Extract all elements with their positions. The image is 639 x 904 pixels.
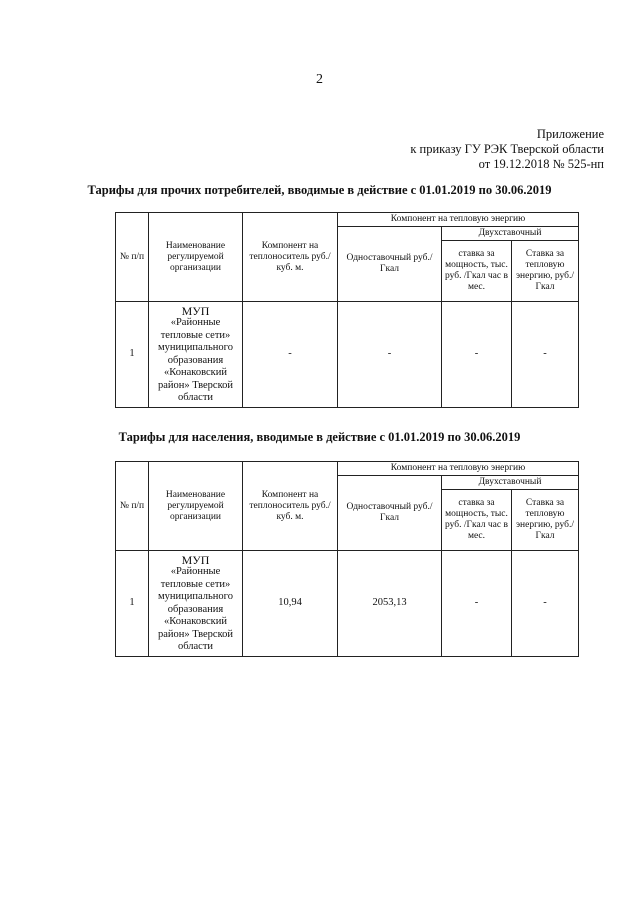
appendix-title: Приложение xyxy=(536,127,604,141)
table-row xyxy=(116,302,579,408)
cell-carrier: 10,94 xyxy=(243,551,338,657)
header-capacity: ставка за мощность, тыс. руб. /Гкал час в мес. xyxy=(442,241,512,302)
cell-single-rate: - xyxy=(338,302,442,408)
cell-num: 1 xyxy=(116,302,149,408)
header-energy-group: Компонент на тепловую энергию xyxy=(338,213,579,227)
header-two-rate-group: Двухставочный xyxy=(442,227,579,241)
cell-capacity: - xyxy=(442,551,512,657)
cell-num: 1 xyxy=(116,551,149,657)
appendix-header xyxy=(410,127,604,172)
cell-single-rate: 2053,13 xyxy=(338,551,442,657)
page-number: 2 xyxy=(316,72,323,87)
cell-org xyxy=(149,551,243,657)
header-energy-rate: Ставка за тепловую энергию, руб./Гкал xyxy=(512,241,579,302)
header-capacity: ставка за мощность, тыс. руб. /Гкал час в мес. xyxy=(442,490,512,551)
header-num: № п/п xyxy=(116,213,149,302)
tariff-table-population xyxy=(115,461,579,657)
org-type: МУП xyxy=(181,552,210,567)
cell-org xyxy=(149,302,243,408)
cell-energy-rate: - xyxy=(512,302,579,408)
cell-energy-rate: - xyxy=(512,551,579,657)
appendix-order-ref: к приказу ГУ РЭК Тверской области xyxy=(410,142,604,156)
table-title-other-consumers: Тарифы для прочих потребителей, вводимые в действие с 01.01.2019 по 30.06.2019 xyxy=(87,183,552,197)
header-carrier: Компонент на теплоноситель руб./куб. м. xyxy=(243,462,338,551)
org-full-name: «Районные тепловые сети» муниципального образования «Конаковский район» Тверской области xyxy=(157,566,234,652)
tariff-table-other-consumers xyxy=(115,212,579,408)
header-single-rate: Одноставочный руб./Гкал xyxy=(338,227,442,302)
cell-capacity: - xyxy=(442,302,512,408)
appendix-order-date: от 19.12.2018 № 525-нп xyxy=(478,157,604,171)
header-org: Наименование регулируемой организации xyxy=(149,213,243,302)
header-org: Наименование регулируемой организации xyxy=(149,462,243,551)
table-title-population: Тарифы для населения, вводимые в действие с 01.01.2019 по 30.06.2019 xyxy=(118,430,521,444)
header-single-rate: Одноставочный руб./Гкал xyxy=(338,476,442,551)
org-type: МУП xyxy=(181,303,210,318)
header-energy-group: Компонент на тепловую энергию xyxy=(338,462,579,476)
header-carrier: Компонент на теплоноситель руб./куб. м. xyxy=(243,213,338,302)
table-row xyxy=(116,551,579,657)
header-num: № п/п xyxy=(116,462,149,551)
org-full-name: «Районные тепловые сети» муниципального образования «Конаковский район» Тверской области xyxy=(157,317,234,403)
header-two-rate-group: Двухставочный xyxy=(442,476,579,490)
cell-carrier: - xyxy=(243,302,338,408)
header-energy-rate: Ставка за тепловую энергию, руб./Гкал xyxy=(512,490,579,551)
